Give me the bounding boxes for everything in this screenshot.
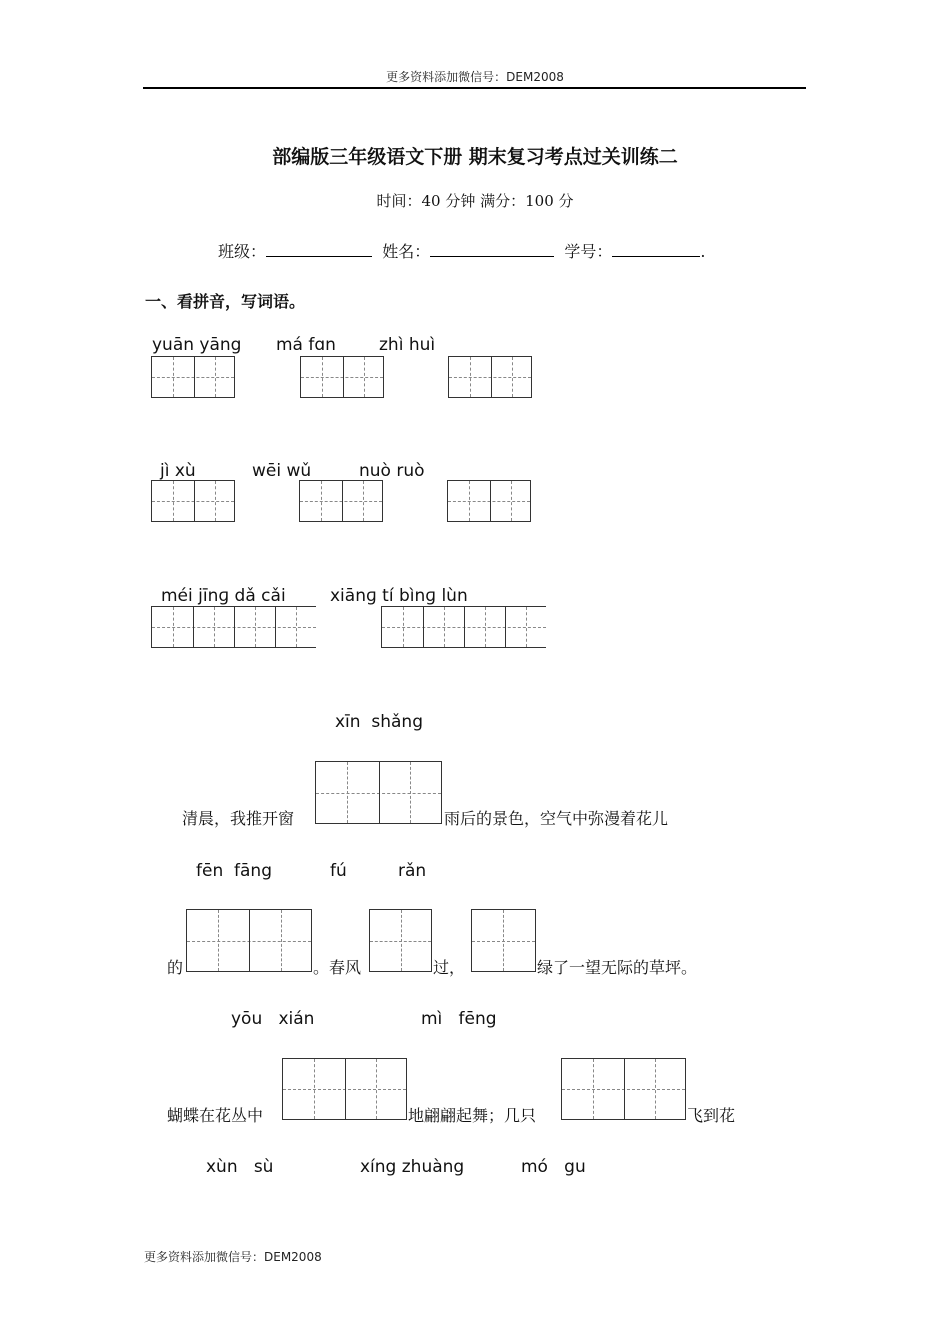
writing-grid[interactable] [381, 606, 546, 648]
name-blank[interactable] [430, 242, 554, 257]
writing-grid[interactable] [561, 1058, 686, 1120]
writing-grid[interactable] [151, 606, 316, 648]
name-label: 姓名： [382, 242, 431, 261]
passage-text: 。春风 [313, 958, 362, 977]
writing-grid[interactable] [315, 761, 442, 824]
passage-text: 雨后的景色，空气中弥漫着花儿 [444, 809, 669, 828]
class-blank[interactable] [266, 242, 372, 257]
pinyin-label: yuān yāng [152, 335, 242, 355]
writing-grid[interactable] [151, 356, 235, 398]
header-rule [143, 87, 806, 89]
pinyin-label: má fɑn [276, 335, 336, 355]
passage-text: 的 [167, 958, 184, 977]
pinyin-label: rǎn [398, 861, 427, 881]
pinyin-label: zhì huì [379, 335, 436, 355]
exam-info: 时间：40 分钟 满分：100 分 [376, 192, 574, 210]
pinyin-label: nuò ruò [359, 461, 425, 481]
page-header: 更多资料添加微信号：DEM2008 [386, 70, 564, 84]
page-title: 部编版三年级语文下册 期末复习考点过关训练二 [272, 146, 678, 168]
number-blank[interactable] [612, 242, 700, 257]
pinyin-label: mó gu [521, 1157, 586, 1177]
end-mark: . [700, 242, 706, 261]
writing-grid[interactable] [300, 356, 384, 398]
passage-text: 绿了一望无际的草坪。 [537, 958, 698, 977]
section1-heading: 一、看拼音，写词语。 [145, 292, 306, 311]
pinyin-label: jì xù [160, 461, 196, 481]
pinyin-label: yōu xián [231, 1009, 315, 1029]
writing-grid[interactable] [447, 480, 531, 522]
pinyin-label: xùn sù [206, 1157, 274, 1177]
pinyin-label: fú [330, 861, 347, 881]
pinyin-label: wēi wǔ [252, 461, 312, 481]
writing-grid[interactable] [186, 909, 312, 972]
writing-grid[interactable] [448, 356, 532, 398]
writing-grid[interactable] [369, 909, 432, 972]
pinyin-label: xīn shǎng [335, 712, 423, 732]
pinyin-label: méi jīnɡ dǎ cǎi [161, 586, 286, 606]
writing-grid[interactable] [151, 480, 235, 522]
class-label: 班级： [218, 242, 267, 261]
pinyin-label: xíng zhuàng [360, 1157, 465, 1177]
passage-text: 过， [433, 958, 466, 977]
passage-text: 清晨，我推开窗 [182, 809, 295, 828]
writing-grid[interactable] [282, 1058, 407, 1120]
passage-text: 地翩翩起舞；几只 [408, 1106, 537, 1125]
pinyin-label: xiānɡ tí bìnɡ lùn [330, 586, 468, 606]
number-label: 学号： [564, 242, 613, 261]
passage-text: 飞到花 [687, 1106, 736, 1125]
writing-grid[interactable] [471, 909, 536, 972]
page-footer: 更多资料添加微信号：DEM2008 [144, 1250, 322, 1264]
pinyin-label: mì fēng [421, 1009, 497, 1029]
student-fields [218, 239, 705, 262]
passage-text: 蝴蝶在花丛中 [167, 1106, 264, 1125]
pinyin-label: fēn fāng [196, 861, 272, 881]
writing-grid[interactable] [299, 480, 383, 522]
